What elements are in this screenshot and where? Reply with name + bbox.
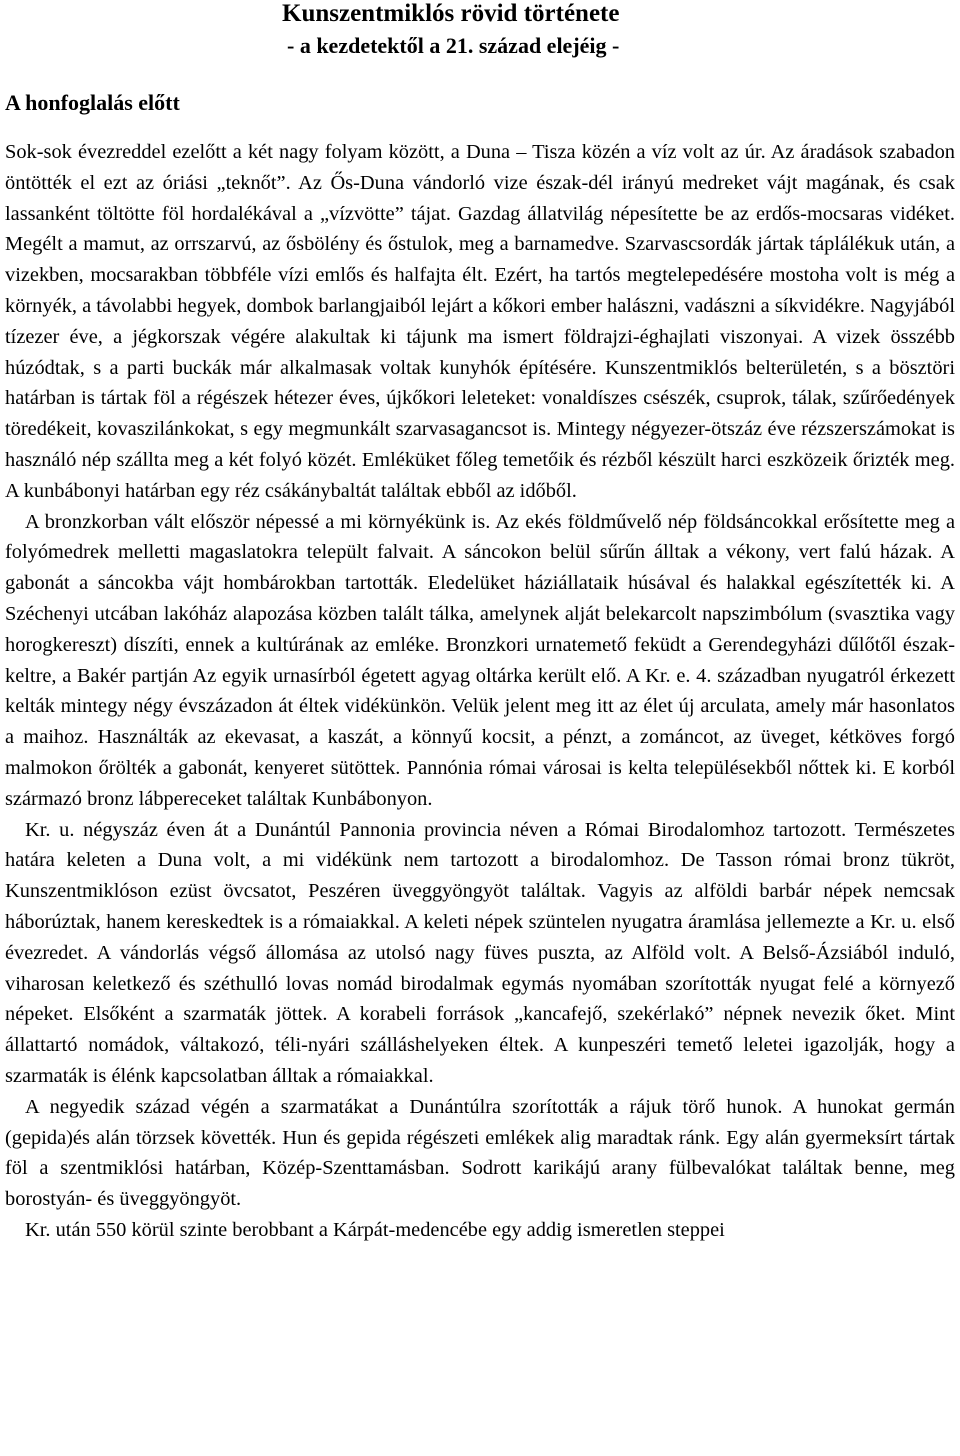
paragraph-bronze-age: A bronzkorban vált először népessé a mi környékünk is. Az ekés földművelő nép földsáncokkal erősítette meg a folyómedrek melletti magaslatokra települt falvait. A sáncokon belül sűrűn álltak a vékony, vert falú házak. A gabonát a sáncokba vájt hombárokban tartották. Eledelüket háziállataik húsával és halakkal egészítették ki. A Széchenyi utcában lakóház alapozása közben talált tálka, amelynek alját belekarcolt napszimbólum (svasztika vagy horogkereszt) díszíti, ennek a kultúrának az emléke. Bronzkori urnatemető feküdt a Gerendegyházi dűlőtől észak-keltre, a Bakér partján Az egyik urnasírból égetett agyag oltárka került elő. A Kr. e. 4. században nyugatról érkezett kelták mintegy négy évszázadon át éltek vidékünkön. Velük jelent meg itt az élet új arculata, amely már hasonlatos a maihoz. Használták az ekevasat, a kaszát, a könnyű kocsit, a pénzt, a zománcot, az üveget, kétköves forgó malmokon őrölték a gabonát, kenyeret sütöttek. Pannónia római városai is kelta településekből nőttek ki. E korból származó bronz lábpereceket találtak Kunbábonyon. bbox=[5, 510, 955, 810]
paragraph-sixth-century: Kr. után 550 körül szinte berobbant a Kárpát-medencébe egy addig ismeretlen steppei bbox=[25, 1218, 725, 1241]
document-subtitle: - a kezdetektől a 21. század elejéig - bbox=[287, 33, 620, 58]
paragraph-roman-era: Kr. u. négyszáz éven át a Dunántúl Pannonia provincia néven a Római Birodalomhoz tartozott. Természetes határa keleten a Duna volt, a mi vidékünk nem tartozott a birodalomhoz. De Tasson római bronz tükröt, Kunszentmiklóson ezüst övcsatot, Peszéren üveggyöngyöt találtak. Vagyis az alföldi barbár népek nemcsak háborúztak, hanem kereskedtek is a rómaiakkal. A keleti népek szüntelen nyugatra áramlása jellemezte a Kr. u. első évezredet. A vándorlás végső állomása az utolsó nagy füves puszta, az Alföld volt. A Belső-Ázsiából induló, viharosan keletkező és széthulló lovas nomád birodalmak egymás nyomában szorították nyugat felé a környező népeket. Elsőként a szarmaták jöttek. A korabeli források „kancafejő, szekérlakó” népnek nevezik őket. Mint állattartó nomádok, váltakozó, téli-nyári szálláshelyeken éltek. A kunpeszéri temető leletei igazolják, hogy a szarmaták is élénk kapcsolatban álltak a rómaiakkal. bbox=[5, 818, 955, 1087]
paragraph-prehistory: Sok-sok évezreddel ezelőtt a két nagy folyam között, a Duna – Tisza közén a víz volt az úr. Az áradások szabadon öntötték el ezt az óriási „teknőt”. Az Ős-Duna vándorló vize észak-dél irányú medreket vájt magának, és csak lassanként töltötte föl hordalékával a „vízvötte” tájat. Gazdag állatvilág népesítette be az erdős-mocsaras vidéket. Megélt a mamut, az orrszarvú, az ősbölény és őstulok, meg a barnamedve. Szarvascsordák jártak táplálékuk után, a vizekben, mocsarakban többféle vízi emlős és halfajta élt. Ezért, ha tartós megtelepedésére mostoha volt is még a környék, a távolabbi hegyek, dombok barlangjaiból lejárt a kőkori ember halászni, vadászni a síkvidékre. Nagyjából tízezer éve, a jégkorszak végére alakultak ki tájunk ma ismert földrajzi-éghajlati viszonyai. A vizek összébb húzódtak, s a parti buckák már alkalmasak voltak kunyhók építésére. Kunszentmiklós belterületén, s a bösztöri határban is tártak föl a régészek hétezer éves, újkőkori leleteket: vonaldíszes csészék, csuprok, tálak, szűrőedények töredékeit, kovaszilánkokat, s egy megmunkált szarvasagancsot is. Mintegy négyezer-ötszáz éve rézszerszámokat is használó nép szállta meg a két folyó közét. Emléküket főleg temetőik és rézből készült harci eszközeik őrizték meg. A kunbábonyi határban egy réz csákánybaltát találtak ebből az időből. bbox=[5, 141, 955, 502]
section-heading: A honfoglalás előtt bbox=[5, 90, 180, 115]
body-text bbox=[5, 137, 955, 1246]
paragraph-fourth-century: A negyedik század végén a szarmatákat a Dunántúlra szorították a rájuk törő hunok. A hunokat germán (gepida)és alán törzsek követték. Hun és gepida régészeti emlékek alig maradtak ránk. Egy alán gyermeksírt tártak föl a szentmiklósi határban, Közép-Szenttamásban. Sodrott karikájú arany fülbevalókat találtak benne, meg borostyán- és üveggyöngyöt. bbox=[5, 1095, 955, 1211]
document-title: Kunszentmiklós rövid története bbox=[282, 0, 620, 27]
